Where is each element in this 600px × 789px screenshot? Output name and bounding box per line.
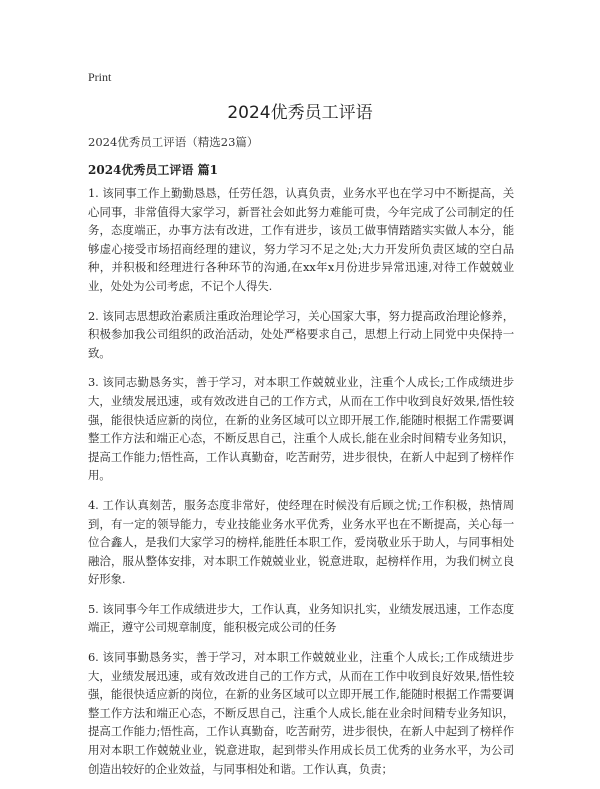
page-title: 2024优秀员工评语: [227, 103, 373, 123]
document-body: [88, 184, 514, 789]
paragraph: 3. 该同志勤恳务实，善于学习，对本职工作兢兢业业，注重个人成长;工作成绩进步大，业绩发展迅速，或有效改进自己的工作方式，从而在工作中收到良好效果,悟性较强，能很快适应新的岗位，在新的业务区域可以立即开展工作,能随时根据工作需要调整工作方法和端正心态，不断反思自己，注重个人成长,能在业余时间精专业务知识，提高工作能力;悟性高，工作认真勤奋，吃苦耐劳，进步很快，在新人中起到了榜样作用。: [88, 375, 514, 483]
paragraph: 6. 该同事勤恳务实，善于学习，对本职工作兢兢业业，注重个人成长;工作成绩进步大，业绩发展迅速，或有效改进自己的工作方式，从而在工作中收到良好效果,悟性较强，能很快适应新的岗位，在新的业务区域可以立即开展工作,能随时根据工作需要调整工作方法和端正心态，不断反思自己，注重个人成长,能在业余时间精专业务知识，提高工作能力;悟性高，工作认真勤奋，吃苦耐劳，进步很快，在新人中起到了榜样作用对本职工作兢兢业业，锐意进取，起到带头作用成长员工优秀的业务水平，为公司创造出较好的企业效益，与同事相处和谐。工作认真，负责；: [88, 650, 514, 776]
print-link[interactable]: Print: [88, 70, 112, 84]
paragraph: 2. 该同志思想政治素质注重政治理论学习，关心国家大事，努力提高政治理论修养，积极参加我公司组织的政治活动，处处严格要求自己，思想上行动上同党中央保持一致。: [88, 308, 514, 360]
document-subtitle: 2024优秀员工评语（精选23篇）: [88, 135, 259, 149]
paragraph: 5. 该同事今年工作成绩进步大，工作认真，业务知识扎实，业绩发展迅速，工作态度端正，遵守公司规章制度，能积极完成公司的任务: [88, 601, 514, 635]
section-heading: 2024优秀员工评语 篇1: [88, 163, 218, 177]
paragraph: 4. 工作认真刻苦，服务态度非常好，使经理在时候没有后顾之忧;工作积极，热情周到，有一定的领导能力，专业技能业务水平优秀，业务水平也在不断提高，关心每一位合鑫人，是我们大家学习的榜样,能胜任本职工作，爱岗敬业乐于助人，与同事相处融洽，服从整体安排，对本职工作兢兢业业，锐意进取，起榜样作用，为我们树立良好形象.: [88, 497, 514, 587]
paragraph: 1. 该同事工作上勤勤恳恳，任劳任怨，认真负责，业务水平也在学习中不断提高，关心同事，非常值得大家学习，新晋社会如此努力难能可贵，今年完成了公司制定的任务，态度端正，办事方法有改进，工作有进步，该员工做事情踏踏实实做人本分，能够虚心接受市场招商经理的建议，努力学习不足之处;大力开发所负责区域的空白品种，并积极和经理进行各种环节的沟通,在xx年x月份进步异常迅速,对待工作兢兢业业，处处为公司考虑，不记个人得失.: [88, 186, 514, 293]
